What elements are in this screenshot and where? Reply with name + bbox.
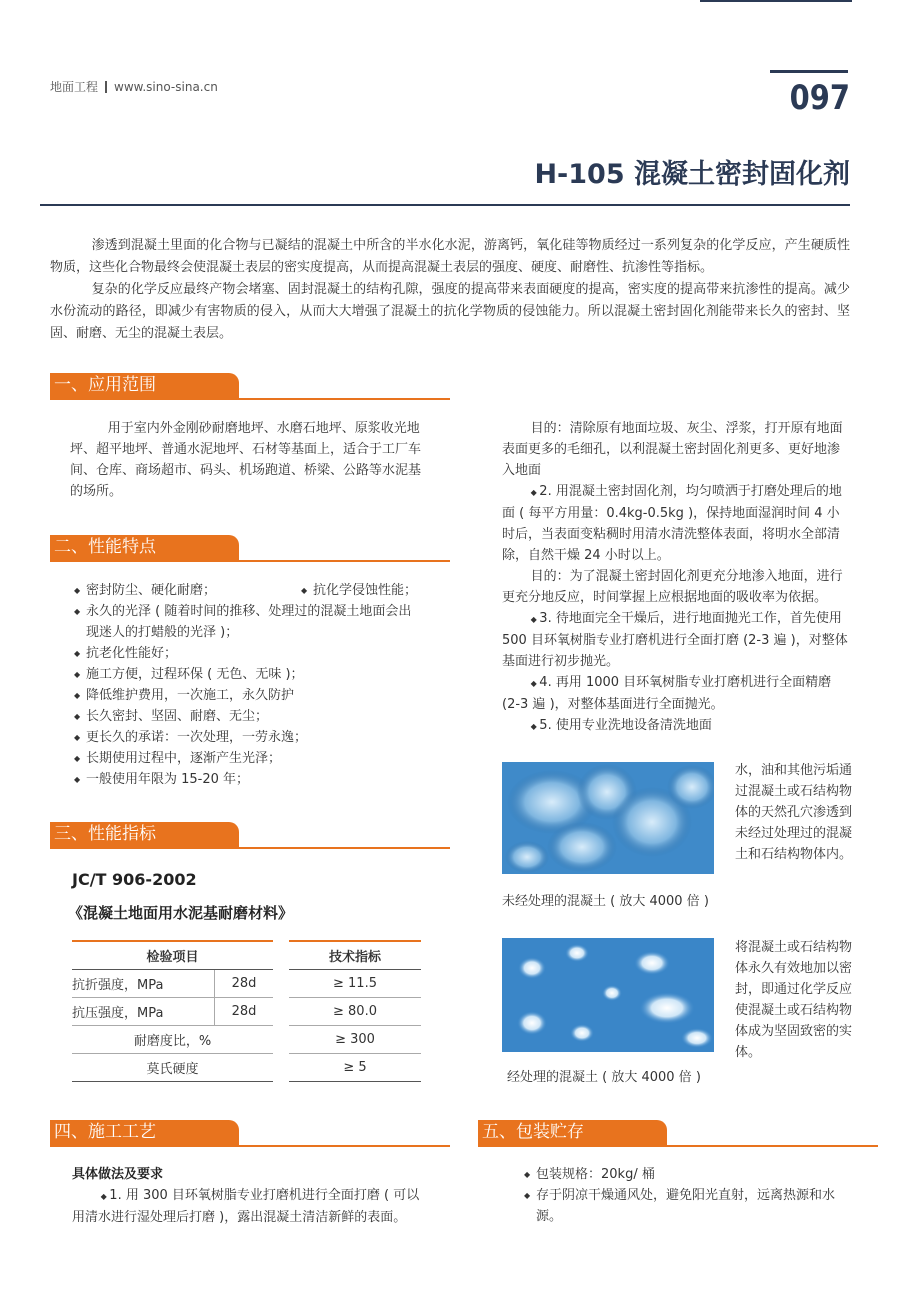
packaging-item: ◆ 包装规格：20kg/ 桶 bbox=[524, 1164, 854, 1185]
feature-item: ◆ 更长久的承诺：一次处理，一劳永逸； bbox=[74, 727, 424, 748]
table-cell-item: 抗折强度，MPa bbox=[72, 970, 215, 998]
process-step-text: 1. 用 300 目环氧树脂专业打磨机进行全面打磨 ( 可以用清水进行湿处理后打磨 )，露出混凝土清洁新鲜的表面。 bbox=[72, 1188, 420, 1225]
spec-table bbox=[72, 940, 421, 1082]
micrograph-image bbox=[502, 762, 714, 874]
table-cell-item: 耐磨度比，% bbox=[72, 1026, 273, 1054]
intro-paragraph: 渗透到混凝土里面的化合物与已凝结的混凝土中所含的半水化水泥，游离钙，氧化硅等物质经过一系列复杂的化学反应，产生硬质性物质，这些化合物最终会使混凝土表层的密实度提高，从而提高混凝土表层的强度、硬度、耐磨性、抗渗性等指标。 bbox=[50, 238, 850, 275]
table-gap bbox=[273, 970, 289, 998]
feature-item: ◆ 长久密封、坚固、耐磨、无尘； bbox=[74, 706, 424, 727]
feature-item: ◆ 降低维护费用，一次施工，永久防护 bbox=[74, 685, 424, 706]
treated-description: 将混凝土或石结构物体永久有效地加以密封，即通过化学反应使混凝土或石结构物体成为坚固致密的实体。 bbox=[735, 940, 853, 1060]
table-gap bbox=[273, 998, 289, 1026]
table-row bbox=[72, 1026, 421, 1054]
feature-item: ◆ 抗老化性能好； bbox=[74, 643, 424, 664]
table-cell-spec: ≥ 300 bbox=[289, 1026, 421, 1054]
bullet-diamond: ◆ bbox=[530, 615, 540, 624]
table-gap bbox=[273, 1054, 289, 1082]
bullet-diamond: ◆ bbox=[530, 722, 540, 731]
section-label: 一、应用范围 bbox=[50, 373, 239, 398]
table-row bbox=[72, 998, 421, 1026]
process-step-text: 2. 用混凝土密封固化剂，均匀喷洒于打磨处理后的地面 ( 每平方用量：0.4kg-0.5kg )，保持地面湿润时间 4 小时后，当表面变粘稠时用清水清洗整体表面，将明水全部清除，自然干燥 24 小时以上。 bbox=[502, 484, 842, 563]
process-step-1 bbox=[72, 1185, 422, 1228]
page-title: H-105 混凝土密封固化剂 bbox=[534, 159, 850, 190]
untreated-description: 水，油和其他污垢通过混凝土或石结构物体的天然孔穴渗透到未经过处理过的混凝土和石结构物体内。 bbox=[735, 763, 853, 862]
intro-paragraph: 复杂的化学反应最终产物会堵塞、固封混凝土的结构孔隙，强度的提高带来表面硬度的提高，密实度的提高带来抗渗性的提高。减少水份流动的路径，即减少有害物质的侵入，从而大大增强了混凝土的抗化学物质的侵蚀能力。所以混凝土密封固化剂能带来长久的密封、坚固、耐磨、无尘的混凝土表层。 bbox=[50, 282, 850, 341]
features-list bbox=[74, 580, 424, 790]
section-heading-process bbox=[50, 1120, 239, 1145]
purpose-paragraph: 目的：为了混凝土密封固化剂更充分地渗入地面，进行更充分地反应，时间掌握上应根据地面的吸收率为依据。 bbox=[502, 569, 843, 605]
untreated-concrete-micrograph bbox=[502, 762, 714, 874]
page-number: 097 bbox=[789, 78, 850, 118]
table-cell-age: 28d bbox=[215, 998, 274, 1026]
table-cell-spec: ≥ 5 bbox=[289, 1054, 421, 1082]
feature-item: ◆ 长期使用过程中，逐渐产生光泽； bbox=[74, 748, 424, 769]
table-row bbox=[72, 1054, 421, 1082]
section-heading-indicators bbox=[50, 822, 239, 847]
section-heading-application bbox=[50, 373, 239, 398]
untreated-caption: 未经处理的混凝土 ( 放大 4000 倍 ) bbox=[502, 894, 709, 909]
header-section: 地面工程 bbox=[50, 80, 99, 94]
feature-item: ◆ 一般使用年限为 15-20 年； bbox=[74, 769, 424, 790]
bullet-diamond: ◆ bbox=[530, 488, 540, 497]
process-step-4 bbox=[502, 672, 852, 715]
application-paragraph: 用于室内外金刚砂耐磨地坪、水磨石地坪、原浆收光地坪、超平地坪、普通水泥地坪、石材等基面上，适合于工厂车间、仓库、商场超市、码头、机场跑道、桥梁、公路等水泥基的场所。 bbox=[70, 421, 422, 499]
bullet-diamond: ◆ bbox=[100, 1192, 110, 1201]
feature-item: ◆ 永久的光泽 ( 随着时间的推移、处理过的混凝土地面会出现迷人的打蜡般的光泽 )； bbox=[74, 601, 424, 643]
section-label: 五、包装贮存 bbox=[478, 1120, 667, 1145]
section-label: 三、性能指标 bbox=[50, 822, 239, 847]
title-rule bbox=[40, 204, 850, 206]
table-cell-age: 28d bbox=[215, 970, 274, 998]
header-website[interactable]: www.sino-sina.cn bbox=[114, 80, 218, 94]
section-heading-packaging bbox=[478, 1120, 667, 1145]
table-cell-item: 莫氏硬度 bbox=[72, 1054, 273, 1082]
feature-item: ◆ 施工方便，过程环保 ( 无色、无味 )； bbox=[74, 664, 424, 685]
section-label: 四、施工工艺 bbox=[50, 1120, 239, 1145]
table-gap bbox=[273, 1026, 289, 1054]
packaging-list bbox=[524, 1164, 854, 1227]
micrograph-image bbox=[502, 938, 714, 1052]
feature-text-bullet: ◆ 抗化学侵蚀性能； bbox=[301, 583, 418, 598]
section-heading-features bbox=[50, 535, 239, 560]
process-step-text: 3. 待地面完全干燥后，进行地面抛光工作，首先使用 500 目环氧树脂专业打磨机进行全面打磨 (2-3 遍 )，对整体基面进行初步抛光。 bbox=[502, 611, 848, 669]
standard-code: JC/T 906-2002 bbox=[72, 870, 197, 889]
process-steps-continued bbox=[502, 418, 852, 737]
table-header-spec: 技术指标 bbox=[289, 941, 421, 970]
divider-bar bbox=[105, 81, 107, 93]
section-label: 二、性能特点 bbox=[50, 535, 239, 560]
process-step-5 bbox=[502, 715, 852, 737]
feature-item bbox=[74, 580, 424, 601]
process-subheading: 具体做法及要求 bbox=[72, 1167, 164, 1182]
feature-text: 抗化学侵蚀性能； bbox=[313, 583, 418, 598]
application-text bbox=[70, 418, 422, 502]
standard-name: 《混凝土地面用水泥基耐磨材料》 bbox=[68, 904, 294, 922]
table-header-item: 检验项目 bbox=[72, 941, 273, 970]
process-step-3 bbox=[502, 608, 852, 672]
treated-caption: 经处理的混凝土 ( 放大 4000 倍 ) bbox=[507, 1070, 701, 1085]
table-cell-spec: ≥ 80.0 bbox=[289, 998, 421, 1026]
process-step-text: 4. 再用 1000 目环氧树脂专业打磨机进行全面精磨 (2-3 遍 )，对整体基面进行全面抛光。 bbox=[502, 675, 832, 712]
treated-concrete-micrograph bbox=[502, 938, 714, 1052]
purpose-paragraph: 目的：清除原有地面垃圾、灰尘、浮浆，打开原有地面表面更多的毛细孔，以利混凝土密封固化剂更多、更好地渗入地面 bbox=[502, 421, 843, 478]
process-step-text: 5. 使用专业洗地设备清洗地面 bbox=[539, 718, 712, 733]
table-cell-item: 抗压强度，MPa bbox=[72, 998, 215, 1026]
bullet-diamond: ◆ bbox=[530, 679, 540, 688]
table-cell-spec: ≥ 11.5 bbox=[289, 970, 421, 998]
header-site bbox=[50, 78, 218, 95]
process-step-2 bbox=[502, 481, 852, 566]
feature-text: ◆ 密封防尘、硬化耐磨； bbox=[86, 583, 217, 598]
table-row bbox=[72, 970, 421, 998]
table-gap bbox=[273, 941, 289, 970]
intro-text bbox=[50, 235, 850, 345]
top-rule bbox=[700, 0, 852, 2]
packaging-item: ◆ 存于阴凉干燥通风处，避免阳光直射，远离热源和水源。 bbox=[524, 1185, 854, 1227]
page-number-rule bbox=[770, 70, 848, 73]
